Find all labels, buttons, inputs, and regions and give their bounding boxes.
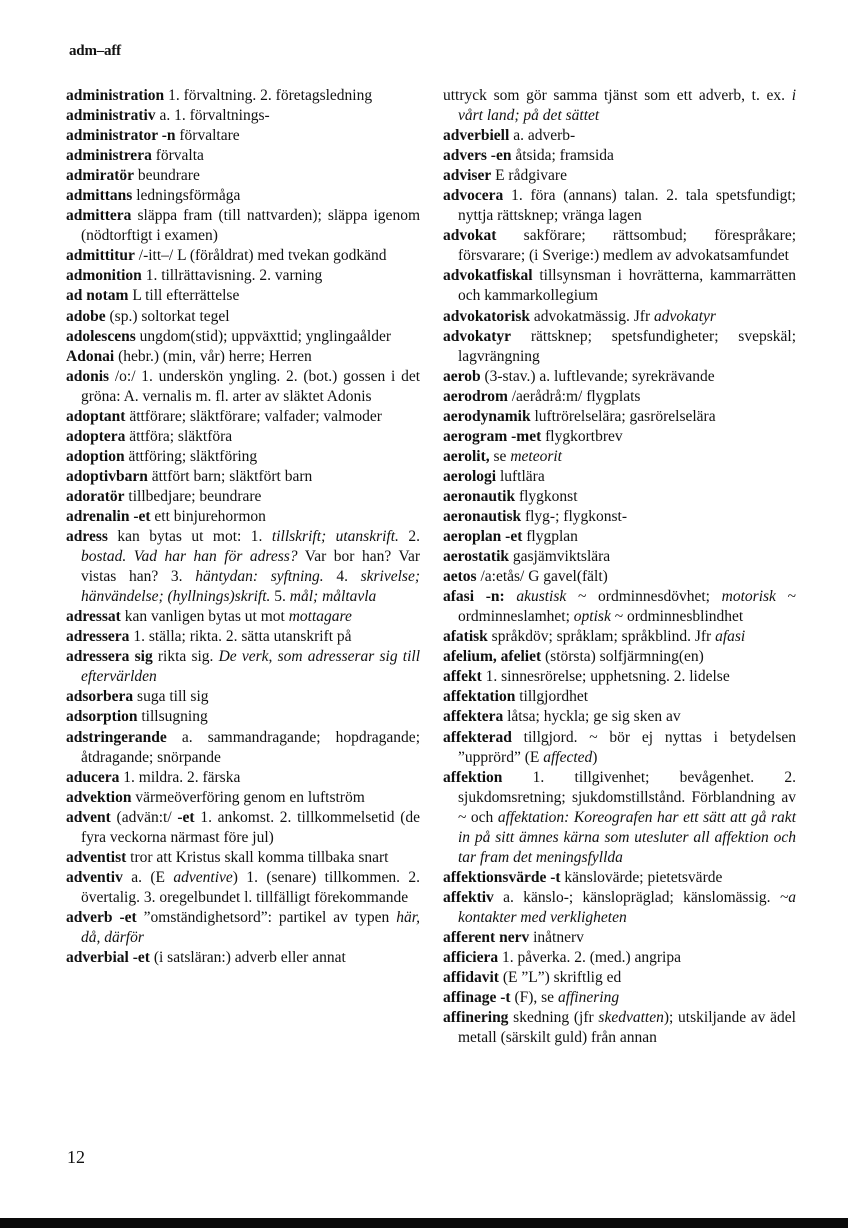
dictionary-entry	[66, 266, 420, 286]
right-column	[443, 86, 796, 1048]
headword: affinage -t	[443, 989, 511, 1007]
example-text: mottagare	[288, 608, 352, 626]
definition-text: a. adverb-	[509, 127, 576, 145]
dictionary-entry	[66, 86, 420, 106]
definition-text: ~ ordminnesdövhet;	[566, 588, 722, 606]
definition-text: 1. påverka. 2. (med.) angripa	[498, 949, 681, 967]
dictionary-entry	[66, 707, 420, 727]
definition-text: släppa fram (till nattvarden); släppa igenom (nödtorftigt i examen)	[81, 207, 420, 245]
dictionary-entry	[66, 166, 420, 186]
headword: administrator -n	[66, 127, 176, 145]
dictionary-entry	[443, 928, 796, 948]
running-head: adm–aff	[69, 43, 121, 59]
headword: affektation	[443, 688, 516, 706]
definition-text: 1. ställa; rikta. 2. sätta utanskrift på	[129, 628, 352, 646]
definition-text: gasjämviktslära	[509, 548, 611, 566]
definition-text: (sp.) soltorkat tegel	[105, 307, 230, 325]
dictionary-entry	[443, 567, 796, 587]
example-text: i vårt land; på det sättet	[458, 87, 796, 125]
example-text: bostad. Vad har han för adress?	[81, 548, 298, 566]
example-text: ~a kontakter med verkligheten	[458, 888, 796, 926]
definition-text: ättföra; släktföra	[125, 427, 233, 445]
definition-text	[505, 588, 517, 605]
definition-text: (E ”L”) skriftlig ed	[498, 969, 622, 987]
left-column	[66, 86, 420, 968]
headword: administration	[66, 87, 165, 104]
headword: afasi -n:	[443, 588, 505, 606]
headword: adressera sig	[66, 648, 153, 666]
dictionary-entry	[66, 186, 420, 206]
dictionary-entry	[443, 387, 796, 407]
headword: aerodrom	[443, 387, 508, 405]
headword: admittera	[66, 207, 132, 225]
headword: affekt	[443, 668, 482, 686]
definition-text: ”omständighetsord”: partikel av typen	[136, 908, 397, 926]
headword: adviser	[443, 167, 492, 185]
example-text: afasi	[715, 628, 746, 646]
definition-text: a. känslo-; känslopräglad; känslomässig.	[493, 888, 780, 906]
definition-text: 2.	[398, 528, 421, 546]
headword: adress	[66, 528, 108, 546]
dictionary-entry	[443, 667, 796, 687]
definition-text: ~ ordminnesblindhet	[610, 608, 744, 626]
dictionary-entry	[66, 808, 420, 848]
definition-text: suga till sig	[133, 688, 209, 706]
headword: advektion	[66, 788, 132, 806]
example-text: motorisk	[721, 588, 776, 606]
dictionary-entry	[66, 607, 420, 627]
definition-text: 1. ankomst. 2. tillkommelsetid (de fyra veckorna närmast före jul)	[81, 808, 421, 846]
headword: adressera	[66, 628, 130, 646]
headword: adonis	[66, 367, 110, 385]
headword: advers -en	[443, 147, 512, 165]
dictionary-entry	[66, 407, 420, 427]
headword: adverbiell	[443, 127, 510, 145]
definition-text: ättföring; släktföring	[124, 447, 258, 465]
headword: affektera	[443, 708, 504, 726]
dictionary-entry	[443, 186, 796, 226]
headword: adverb -et	[66, 908, 137, 926]
headword: affinering	[443, 1009, 509, 1027]
dictionary-entry	[443, 888, 796, 928]
headword: adsorption	[66, 708, 138, 726]
headword: adoptant	[66, 407, 126, 425]
headword: admiratör	[66, 167, 135, 185]
dictionary-entry	[443, 687, 796, 707]
dictionary-entry	[443, 146, 796, 166]
dictionary-entry	[443, 868, 796, 888]
dictionary-entry	[66, 848, 420, 868]
definition-text: 1. tillrättavisning. 2. varning	[141, 267, 323, 285]
definition-text: rättsknep; spetsfundigheter; svepskäl; lagvrängning	[458, 327, 796, 365]
definition-text: tillsugning	[137, 708, 208, 726]
headword: aerostatik	[443, 548, 510, 566]
headword: adoptera	[66, 427, 126, 445]
headword: affektion	[443, 768, 503, 786]
headword: advokatorisk	[443, 307, 530, 325]
definition-text: sakförare; rättsombud; förespråkare; försvarare; (i Sverige:) medlem av advokatsamfundet	[458, 227, 796, 265]
headword: Adonai	[66, 347, 115, 365]
definition-text: ) 1. (senare) tillkommen. 2. övertalig. 3. oregelbundet l. tillfälligt förekommande	[81, 868, 420, 906]
headword: adobe	[66, 307, 106, 325]
definition-text: tillgjord. ~ bör ej nyttas i betydelsen ”upprörd” (E	[458, 728, 796, 766]
dictionary-entry	[66, 467, 420, 487]
headword: affekterad	[443, 728, 512, 746]
dictionary-entry	[66, 768, 420, 788]
headword: afferent nerv	[443, 928, 530, 946]
dictionary-entry	[443, 327, 796, 367]
dictionary-entry	[443, 627, 796, 647]
headword: advokatfiskal	[443, 267, 533, 285]
definition-text: känslovärde; pietetsvärde	[560, 868, 723, 886]
definition-text: ); utskiljande av ädel metall (särskilt guld) från annan	[458, 1009, 796, 1047]
dictionary-entry	[66, 427, 420, 447]
page-number: 12	[67, 1147, 85, 1167]
headword: affidavit	[443, 969, 499, 987]
definition-text: skedning (jfr	[508, 1009, 599, 1027]
headword: advokatyr	[443, 327, 512, 345]
dictionary-entry	[443, 226, 796, 266]
definition-text: Var bor han? Var vistas han? 3.	[81, 548, 420, 586]
definition-text: rikta sig.	[152, 648, 219, 666]
dictionary-entry	[66, 307, 420, 327]
headword: aerogram -met	[443, 427, 542, 445]
dictionary-entry	[66, 507, 420, 527]
headword: aerolit,	[443, 447, 490, 465]
dictionary-entry	[443, 527, 796, 547]
dictionary-entry	[66, 367, 420, 407]
dictionary-entry	[443, 647, 796, 667]
headword: advokat	[443, 227, 497, 245]
example-text: advokatyr	[653, 307, 716, 325]
headword: affektionsvärde -t	[443, 868, 561, 886]
definition-text: värmeöverföring genom en luftström	[131, 788, 365, 806]
dictionary-entry	[66, 948, 420, 968]
definition-text: flygkortbrev	[541, 427, 623, 445]
dictionary-entry	[66, 146, 420, 166]
definition-text: /o:/ 1. underskön yngling. 2. (bot.) gossen i det gröna: A. vernalis m. fl. arter av släktet Adonis	[81, 367, 420, 405]
headword: adrenalin -et	[66, 507, 151, 525]
definition-text: tillsynsman i hovrätterna, kammarrätten och kammarkollegium	[458, 267, 796, 305]
definition-text: åtsida; framsida	[511, 147, 614, 165]
definition-text: (hebr.) (min, vår) herre; Herren	[114, 347, 312, 365]
headword: adoratör	[66, 487, 125, 505]
dictionary-entry	[66, 527, 420, 607]
definition-text: tillgjordhet	[515, 688, 589, 706]
definition-text: ungdom(stid); uppväxttid; ynglingaålder	[135, 327, 392, 345]
headword: aeronautisk	[443, 507, 522, 525]
definition-text: ett binjurehormon	[150, 507, 266, 525]
example-text: adventive	[173, 868, 233, 886]
definition-text: 1. förvaltning. 2. företagsledning	[164, 87, 373, 104]
example-text: optisk	[573, 608, 611, 626]
definition-text: (största) solfjärmning(en)	[541, 648, 704, 666]
definition-text: 1. mildra. 2. färska	[119, 768, 241, 786]
dictionary-entry	[443, 728, 796, 768]
dictionary-entry	[66, 126, 420, 146]
headword: aerob	[443, 367, 481, 385]
definition-text: kan vanligen bytas ut mot	[120, 608, 289, 626]
headword: aetos	[443, 568, 477, 586]
dictionary-entry	[66, 106, 420, 126]
dictionary-entry	[443, 367, 796, 387]
dictionary-entry	[443, 968, 796, 988]
definition-text: tror att Kristus skall komma tillbaka snart	[126, 848, 389, 866]
headword: advent	[66, 808, 111, 826]
dictionary-entry	[66, 206, 420, 246]
dictionary-entry	[443, 407, 796, 427]
dictionary-entry	[443, 307, 796, 327]
headword: aerologi	[443, 467, 497, 485]
definition-text: (advän:t/	[110, 808, 178, 826]
definition-text: flyg-; flygkonst-	[521, 507, 627, 525]
example-text: tillskrift; utanskrift.	[271, 528, 399, 546]
headword: aeronautik	[443, 487, 516, 505]
definition-text: ättförare; släktförare; valfader; valmoder	[125, 407, 382, 425]
definition-text: se	[489, 447, 511, 465]
headword: administrativ	[66, 107, 156, 125]
headword: adsorbera	[66, 688, 134, 706]
definition-text: förvalta	[151, 147, 204, 165]
headword: adressat	[66, 608, 121, 626]
definition-text: a. (E	[122, 868, 174, 886]
definition-text: )	[592, 748, 598, 766]
definition-text: inåtnerv	[529, 928, 584, 946]
example-text: akustisk	[516, 588, 567, 606]
definition-text: ättfört barn; släktfört barn	[147, 467, 313, 485]
definition-text: tillbedjare; beundrare	[124, 487, 262, 505]
headword: aeroplan -et	[443, 528, 523, 546]
dictionary-entry	[443, 467, 796, 487]
definition-text: beundrare	[134, 167, 200, 185]
dictionary-entry	[66, 647, 420, 687]
definition-text: 1. föra (annans) talan. 2. tala spetsfundigt; nyttja rättsknep; vränga lagen	[458, 187, 796, 225]
dictionary-entry	[443, 768, 796, 868]
definition-text: 5.	[270, 588, 290, 606]
headword: adventist	[66, 848, 127, 866]
definition-text: (F), se	[510, 989, 558, 1007]
dictionary-entry	[443, 547, 796, 567]
headword: adventiv	[66, 868, 123, 886]
example-text: mål; måltavla	[289, 588, 377, 606]
example-text: affected	[543, 748, 593, 766]
definition-text: (3-stav.) a. luftlevande; syrekrävande	[480, 367, 715, 385]
headword: administrera	[66, 147, 152, 165]
headword: ad notam	[66, 287, 129, 305]
definition-text: a. 1. förvaltnings-	[155, 107, 270, 125]
dictionary-entry	[443, 86, 796, 126]
example-text: häntydan: syftning.	[195, 568, 324, 586]
definition-text: uttryck som gör samma tjänst som ett adverb, t. ex.	[443, 87, 792, 104]
definition-text: /-itt–/ L (föråldrat) med tvekan godkänd	[134, 247, 387, 265]
definition-text: 4.	[323, 568, 361, 586]
example-text: affinering	[557, 989, 620, 1007]
dictionary-entry	[66, 908, 420, 948]
headword: aerodynamik	[443, 407, 531, 425]
definition-text: /a:etås/ G gavel(fält)	[476, 568, 608, 586]
definition-text: 1. sinnesrörelse; upphetsning. 2. lidelse	[481, 668, 730, 686]
headword: adverbial -et	[66, 949, 150, 967]
example-text: affektation: Koreografen har ett sätt att gå rakt in på sitt ämnes kärna som utesluter all affektion och tar fram det meningsfyllda	[458, 808, 796, 866]
definition-text: kan bytas ut mot: 1.	[107, 528, 272, 546]
dictionary-entry	[443, 166, 796, 186]
definition-text: luftrörelselära; gasrörelselära	[530, 407, 716, 425]
definition-text: L till efterrättelse	[128, 287, 240, 305]
definition-text: E rådgivare	[491, 167, 567, 185]
headword: admittitur	[66, 247, 135, 265]
headword: afelium, afeliet	[443, 648, 542, 666]
definition-text: flygkonst	[515, 487, 578, 505]
definition-text: ledningsförmåga	[132, 187, 241, 205]
definition-text: (i satsläran:) adverb eller annat	[149, 949, 346, 967]
definition-text: a. sammandragande; hopdragande; åtdragande; snörpande	[81, 728, 420, 766]
dictionary-entry	[66, 687, 420, 707]
scan-edge	[0, 1218, 848, 1228]
example-text: skrivelse; hänvändelse; (hyllnings)skrift.	[81, 568, 420, 606]
dictionary-entry	[66, 627, 420, 647]
dictionary-entry	[443, 507, 796, 527]
definition-text: advokatmässig. Jfr	[530, 307, 654, 325]
headword: adoptivbarn	[66, 467, 148, 485]
example-text: här, då, därför	[81, 908, 420, 946]
dictionary-entry	[66, 327, 420, 347]
definition-text: språkdöv; språklam; språkblind. Jfr	[487, 628, 716, 646]
headword: affektiv	[443, 888, 494, 906]
dictionary-entry	[443, 126, 796, 146]
dictionary-entry	[66, 728, 420, 768]
dictionary-entry	[443, 427, 796, 447]
dictionary-entry	[66, 447, 420, 467]
definition-text: /aerådrå:m/ flygplats	[507, 387, 641, 405]
dictionary-entry	[66, 246, 420, 266]
definition-text: luftlära	[496, 467, 545, 485]
headword: adolescens	[66, 327, 136, 345]
dictionary-entry	[66, 487, 420, 507]
dictionary-entry	[443, 1008, 796, 1048]
definition-text: förvaltare	[175, 127, 240, 145]
headword: admonition	[66, 267, 142, 285]
dictionary-entry	[443, 988, 796, 1008]
headword: aducera	[66, 768, 120, 786]
dictionary-entry	[443, 707, 796, 727]
dictionary-entry	[443, 487, 796, 507]
dictionary-entry	[66, 868, 420, 908]
headword: adstringerande	[66, 728, 167, 746]
dictionary-entry	[443, 948, 796, 968]
dictionary-entry	[443, 447, 796, 467]
dictionary-entry	[443, 266, 796, 306]
headword: admittans	[66, 187, 133, 205]
headword: adoption	[66, 447, 125, 465]
headword: afficiera	[443, 949, 499, 967]
definition-text: låtsa; hyckla; ge sig sken av	[503, 708, 681, 726]
definition-text: 1. tillgivenhet; bevågenhet. 2. sjukdomsretning; sjukdomstillstånd. Förblandning av ~ och	[458, 768, 796, 826]
headword: advocera	[443, 187, 504, 205]
headword: -et	[177, 808, 195, 826]
example-text: meteorit	[510, 447, 562, 465]
definition-text: flygplan	[522, 528, 578, 546]
dictionary-entry	[66, 286, 420, 306]
definition-text: ~ ordminneslamhet;	[458, 588, 796, 626]
dictionary-entry	[66, 788, 420, 808]
headword: afatisk	[443, 628, 488, 646]
example-text: skedvatten	[598, 1009, 664, 1027]
dictionary-entry	[443, 587, 796, 627]
dictionary-entry	[66, 347, 420, 367]
example-text: De verk, som adresserar sig till eftervärlden	[81, 648, 420, 686]
